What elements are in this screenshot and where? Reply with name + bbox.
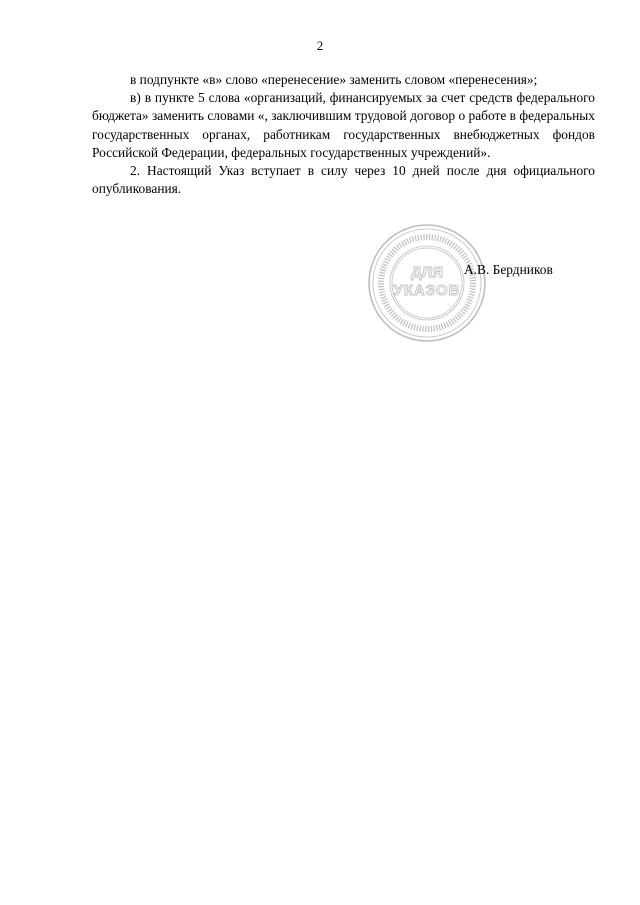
stamp-text-line1: ДЛЯ <box>411 264 443 281</box>
paragraph-subpoint-v: в подпункте «в» слово «перенесение» заменить словом «перенесения»; <box>130 72 538 87</box>
paragraph-entry-into-force: 2. Настоящий Указ вступает в силу через 10 дней после дня официального опубликования. <box>92 163 595 197</box>
signature-name: А.В. Бердников <box>464 262 553 277</box>
stamp-seal <box>366 222 488 344</box>
document-body <box>92 71 595 198</box>
page-number: 2 <box>316 38 324 53</box>
stamp-text-line2: УКАЗОВ <box>393 282 461 299</box>
paragraph-point-5: в) в пункте 5 слова «организаций, финансируемых за счет средств федерального бюджета» заменить словами «, заключившим трудовой договор о работе в федеральных государственных органах, работникам государственных внебюджетных фондов Российской Федерации, федеральных государственных учреждений». <box>92 90 595 160</box>
